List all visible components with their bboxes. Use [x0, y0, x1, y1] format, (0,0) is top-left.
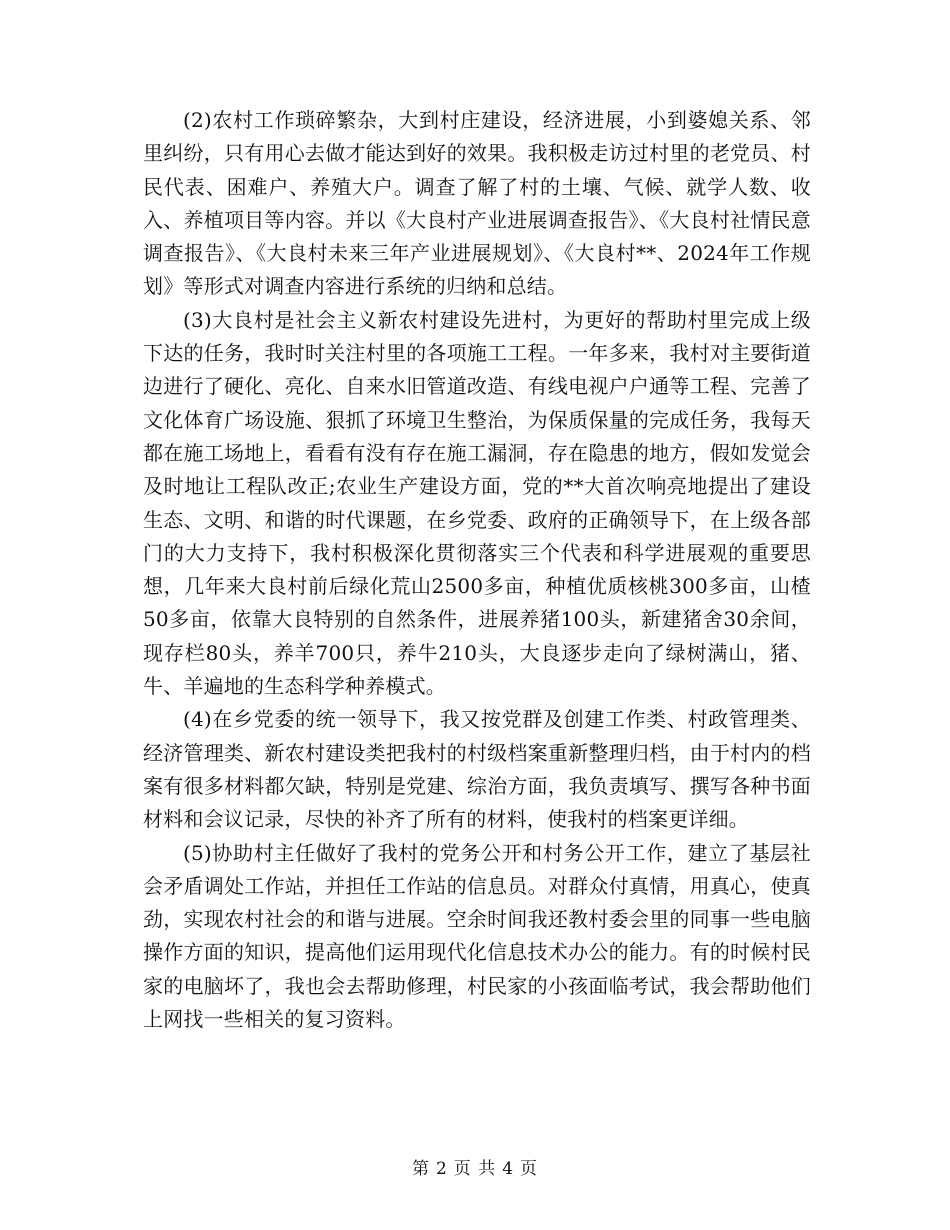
paragraph-2: (2)农村工作琐碎繁杂，大到村庄建设，经济进展，小到婆媳关系、邻里纠纷，只有用心去做才能达到好的效果。我积极走访过村里的老党员、村民代表、困难户、养殖大户。调查了解了村的土壤、气候、就学人数、收入、养植项目等内容。并以《大良村产业进展调查报告》、《大良村社情民意调查报告》、《大良村未来三年产业进展规划》、《大良村**、2024年工作规划》等形式对调查内容进行系统的归纳和总结。 — [143, 108, 811, 299]
page-label-mid: 页 共 — [453, 1159, 497, 1179]
paragraph-3: (3)大良村是社会主义新农村建设先进村，为更好的帮助村里完成上级下达的任务，我时时关注村里的各项施工工程。一年多来，我村对主要街道边进行了硬化、亮化、自来水旧管道改造、有线电视户户通等工程、完善了文化体育广场设施、狠抓了环境卫生整治，为保质保量的完成任务，我每天都在施工场地上，看看有没有存在施工漏洞，存在隐患的地方，假如发觉会及时地让工程队改正;农业生产建设方面，党的**大首次响亮地提出了建设生态、文明、和谐的时代课题，在乡党委、政府的正确领导下，在上级各部门的大力支持下，我村积极深化贯彻落实三个代表和科学进展观的重要思想，几年来大良村前后绿化荒山2500多亩，种植优质核桃300多亩，山楂50多亩，依靠大良特别的自然条件，进展养猪100头，新建猪舍30余间，现存栏80头，养羊700只，养牛210头，大良逐步走向了绿树满山，猪、牛、羊遍地的生态科学种养模式。 — [143, 307, 811, 699]
page-current: 2 — [435, 1159, 448, 1179]
page-footer — [0, 1154, 950, 1179]
page-total: 4 — [502, 1159, 515, 1179]
document-body — [143, 104, 811, 1036]
paragraph-5: (5)协助村主任做好了我村的党务公开和村务公开工作，建立了基层社会矛盾调处工作站，并担任工作站的信息员。对群众付真情，用真心，使真劲，实现农村社会的和谐与进展。空余时间我还教村委会里的同事一些电脑操作方面的知识，提高他们运用现代化信息技术办公的能力。有的时候村民家的电脑坏了，我也会去帮助修理，村民家的小孩面临考试，我会帮助他们上网找一些相关的复习资料。 — [143, 840, 811, 1032]
page-label-suffix: 页 — [520, 1159, 539, 1179]
paragraph-4: (4)在乡党委的统一领导下，我又按党群及创建工作类、村政管理类、经济管理类、新农村建设类把我村的村级档案重新整理归档，由于村内的档案有很多材料都欠缺，特别是党建、综治方面，我负责填写、撰写各种书面材料和会议记录，尽快的补齐了所有的材料，使我村的档案更详细。 — [143, 707, 811, 832]
page-label-prefix: 第 — [411, 1159, 430, 1179]
